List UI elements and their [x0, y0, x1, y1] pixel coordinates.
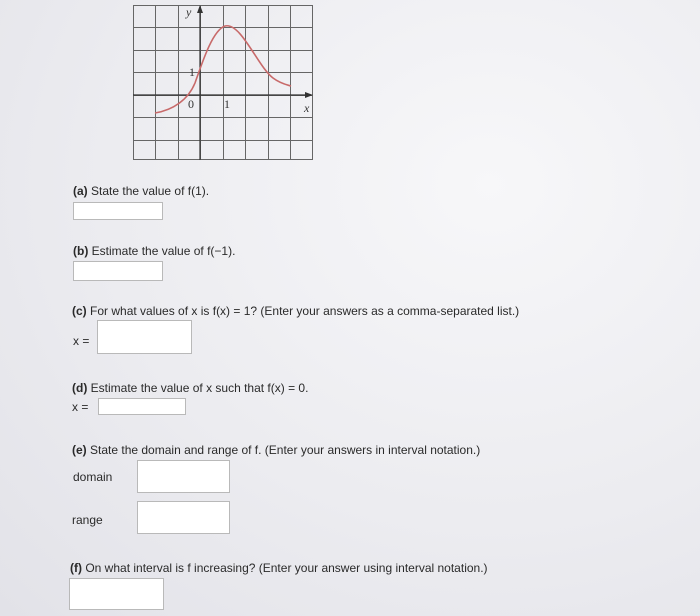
graph-grid	[133, 5, 313, 160]
x-tick-label: 1	[224, 97, 230, 111]
y-axis-arrow	[197, 5, 203, 13]
answer-a-input[interactable]	[73, 202, 163, 220]
domain-input[interactable]	[137, 460, 230, 493]
question-d-text: Estimate the value of x such that f(x) = 0.	[90, 381, 309, 395]
question-e-text: State the domain and range of f. (Enter your answers in interval notation.)	[90, 443, 481, 457]
y-tick-label: 1	[189, 65, 195, 79]
answer-c-input[interactable]	[97, 320, 192, 354]
function-graph	[133, 5, 313, 160]
question-b	[73, 244, 235, 258]
question-a-part: (a)	[73, 184, 88, 198]
question-c-text: For what values of x is f(x) = 1? (Enter your answers as a comma-separated list.)	[90, 304, 520, 318]
y-axis-label: y	[186, 5, 192, 19]
question-f-text: On what interval is f increasing? (Enter your answer using interval notation.)	[85, 561, 488, 575]
question-f-part: (f)	[70, 561, 82, 575]
answer-d-prefix: x =	[72, 400, 89, 414]
answer-b-input[interactable]	[73, 261, 163, 281]
domain-label: domain	[73, 470, 113, 484]
origin-label: 0	[188, 97, 194, 111]
question-b-part: (b)	[73, 244, 89, 258]
question-d	[72, 381, 308, 395]
question-f	[70, 561, 488, 575]
question-a	[73, 184, 209, 198]
x-axis-arrow	[305, 92, 313, 98]
question-c-part: (c)	[72, 304, 87, 318]
answer-c-prefix: x =	[73, 334, 90, 348]
question-a-text: State the value of f(1).	[91, 184, 210, 198]
answer-f-input[interactable]	[69, 578, 164, 610]
question-e	[72, 443, 480, 457]
question-d-part: (d)	[72, 381, 88, 395]
x-axis-label: x	[304, 101, 310, 115]
range-input[interactable]	[137, 501, 230, 534]
answer-d-input[interactable]	[98, 398, 186, 415]
question-b-text: Estimate the value of f(−1).	[91, 244, 236, 258]
range-label: range	[72, 513, 103, 527]
question-c	[72, 304, 519, 318]
question-e-part: (e)	[72, 443, 87, 457]
